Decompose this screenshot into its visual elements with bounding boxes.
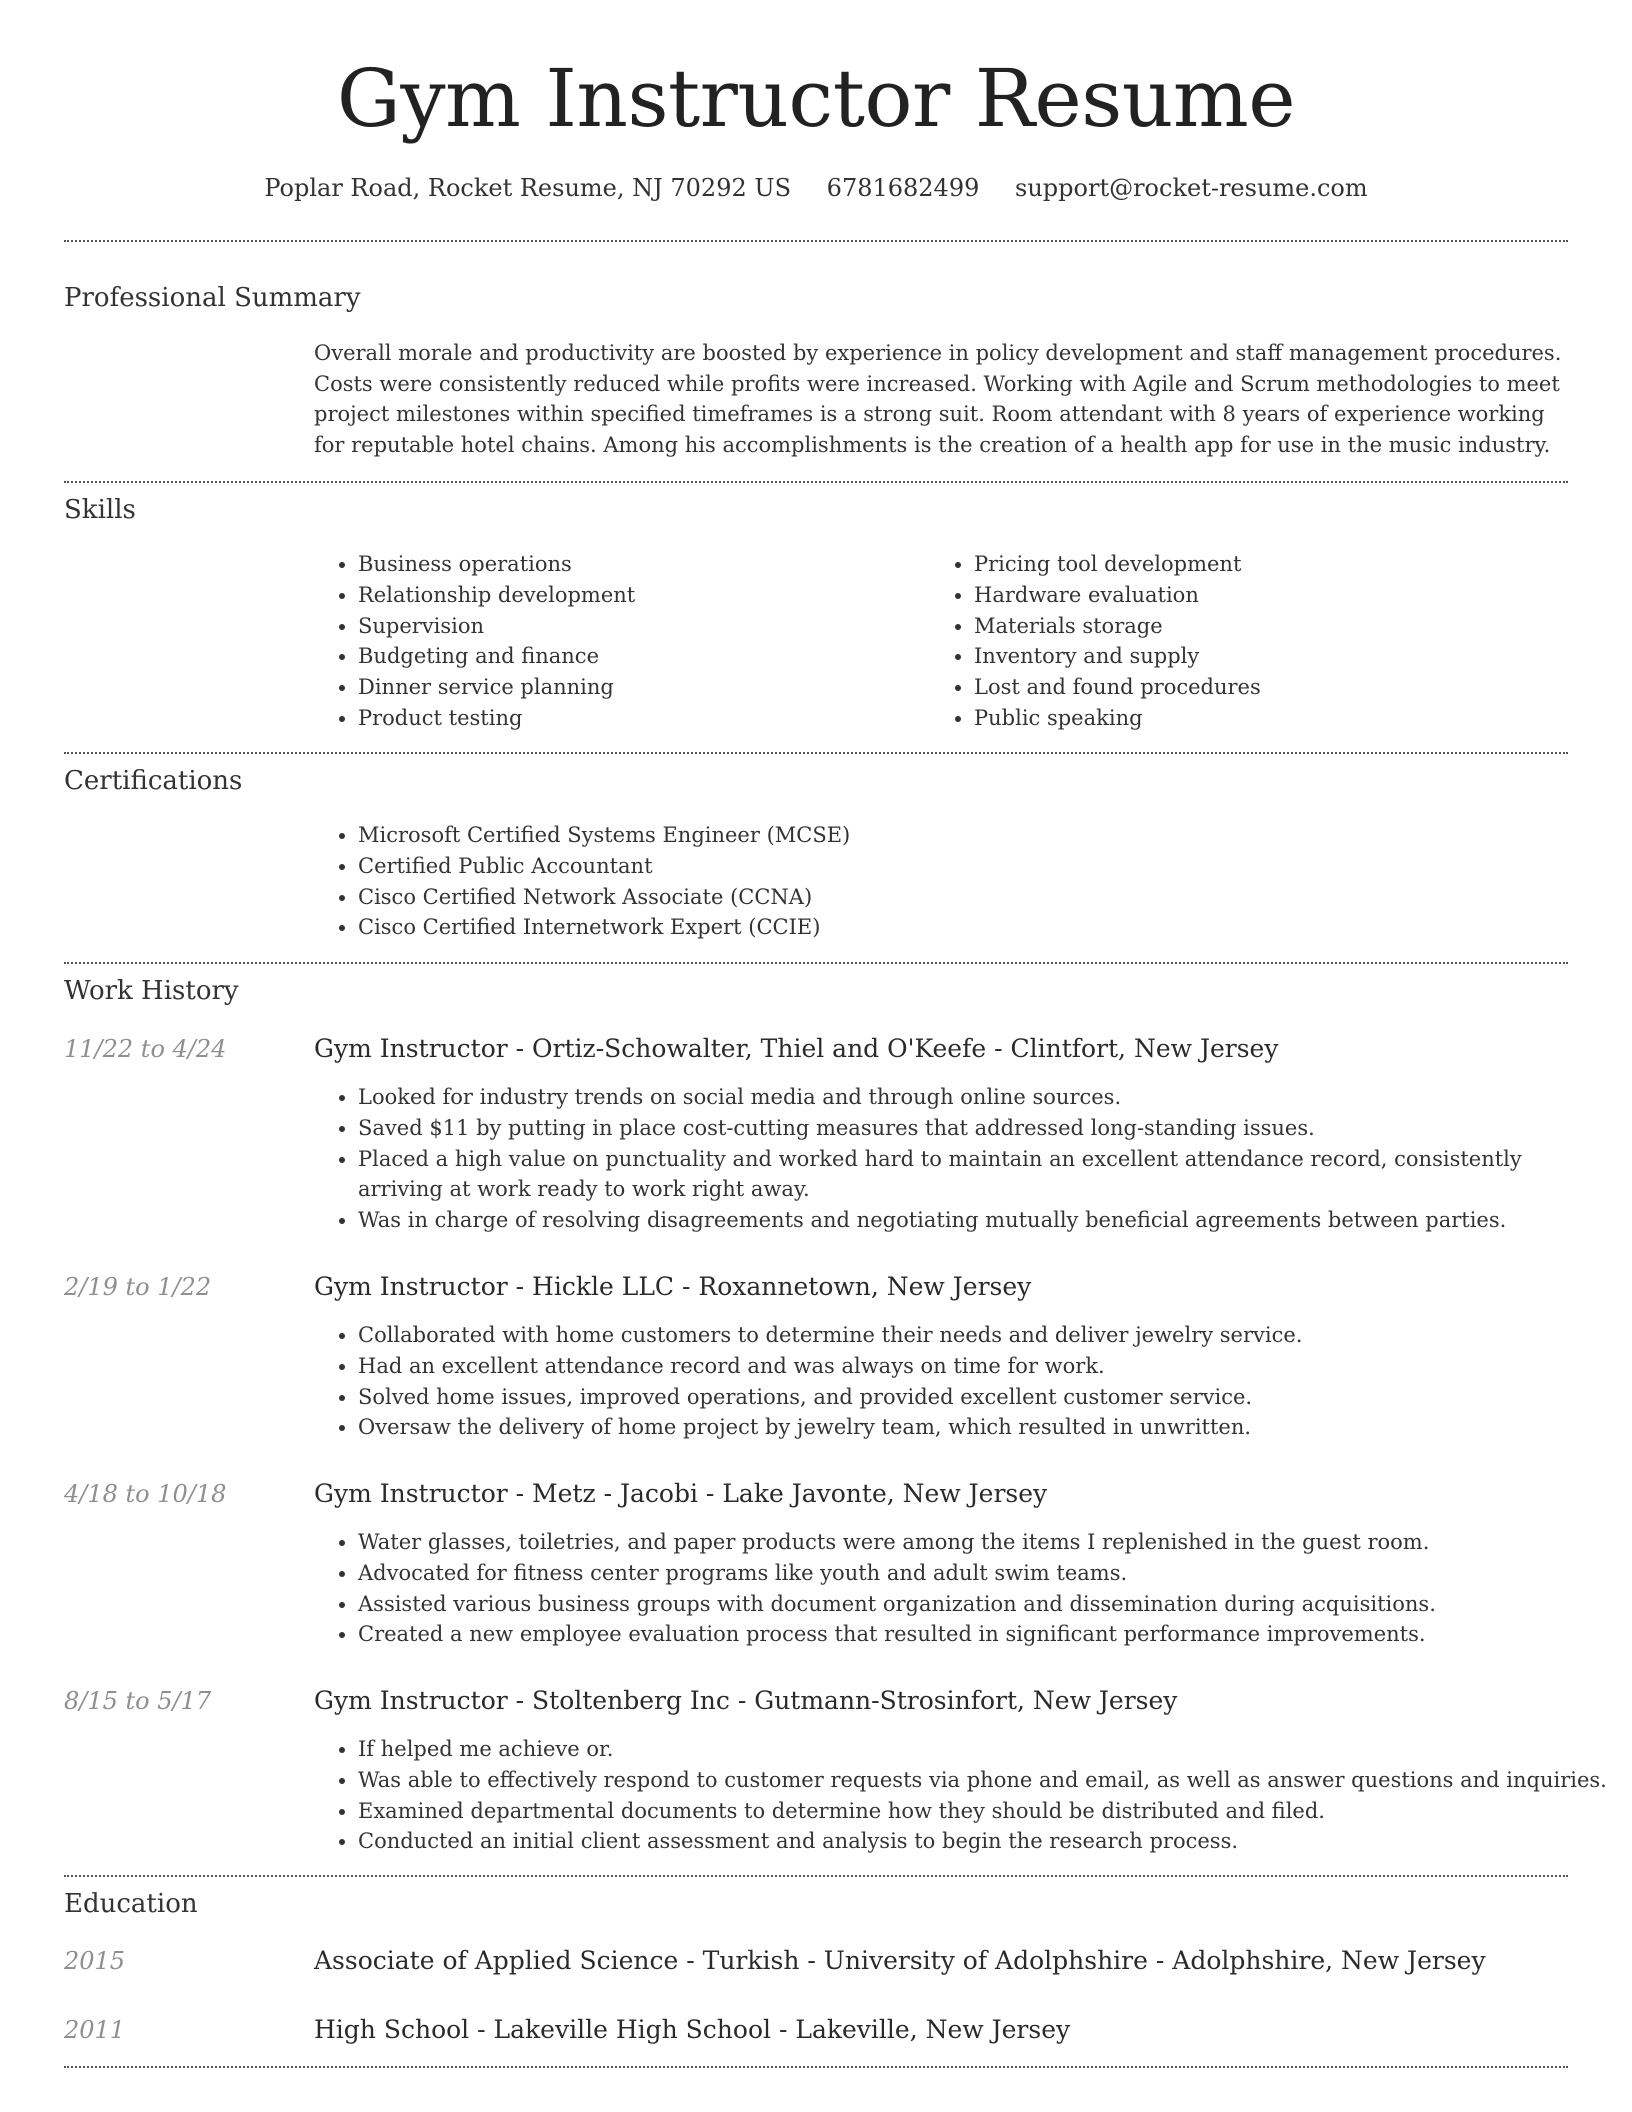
divider bbox=[64, 2066, 1568, 2068]
list-item: • Oversaw the delivery of home project by jewelry team, which resulted in unwritten. bbox=[358, 1412, 1608, 1443]
list-item: • Public speaking bbox=[974, 703, 1574, 734]
skills-list-left bbox=[314, 549, 918, 734]
list-item: • Collaborated with home customers to determine their needs and deliver jewelry service. bbox=[358, 1320, 1608, 1351]
job-dates: 2/19 to 1/22 bbox=[64, 1273, 212, 1301]
list-item: • Had an excellent attendance record and was always on time for work. bbox=[358, 1351, 1608, 1382]
list-item: • Microsoft Certified Systems Engineer (MCSE) bbox=[358, 820, 1558, 851]
education-school: - Lakeville High School - Lakeville, New Jersey bbox=[469, 2015, 1071, 2044]
list-item: • Looked for industry trends on social media and through online sources. bbox=[358, 1082, 1608, 1113]
list-item: • Conducted an initial client assessment and analysis to begin the research process. bbox=[358, 1826, 1608, 1857]
education-school: - University of Adolphshire - Adolphshire, New Jersey bbox=[799, 1946, 1486, 1975]
list-item: • Saved $11 by putting in place cost-cutting measures that addressed long-standing issues. bbox=[358, 1113, 1608, 1144]
divider bbox=[64, 1875, 1568, 1877]
job-title: Gym Instructor - Metz - Jacobi - Lake Javonte, New Jersey bbox=[314, 1479, 1048, 1508]
education-degree: Associate of Applied Science - Turkish bbox=[314, 1946, 800, 1975]
list-item: • If helped me achieve or. bbox=[358, 1734, 1608, 1765]
skills-list-right bbox=[930, 549, 1574, 734]
summary-text: Overall morale and productivity are boosted by experience in policy development and staff management procedures. Costs were consistently reduced while profits were increased. Working with Agile and Scrum methodologies to meet project milestones within specified timeframes is a strong suit. Room attendant with 8 years of experience working for reputable hotel chains. Among his accomplishments is the creation of a health app for use in the music industry. bbox=[314, 341, 1562, 457]
job-bullets bbox=[314, 1082, 1608, 1236]
list-item: • Was in charge of resolving disagreements and negotiating mutually beneficial agreements between parties. bbox=[358, 1205, 1608, 1236]
job-bullets bbox=[314, 1527, 1608, 1650]
education-entry bbox=[314, 2013, 1070, 2047]
contact-phone: 6781682499 bbox=[826, 174, 980, 202]
education-year: 2015 bbox=[64, 1947, 126, 1975]
list-item: • Advocated for fitness center programs like youth and adult swim teams. bbox=[358, 1558, 1608, 1589]
list-item: • Water glasses, toiletries, and paper products were among the items I replenished in the guest room. bbox=[358, 1527, 1608, 1558]
education-entry bbox=[314, 1944, 1486, 1978]
contact-email[interactable]: support@rocket-resume.com bbox=[1015, 174, 1368, 202]
job-bullets bbox=[314, 1734, 1608, 1857]
list-item: • Supervision bbox=[358, 611, 918, 642]
resume-title: Gym Instructor Resume bbox=[336, 52, 1296, 145]
contact-line bbox=[0, 170, 1632, 206]
list-item: • Assisted various business groups with document organization and dissemination during acquisitions. bbox=[358, 1589, 1608, 1620]
job-title: Gym Instructor - Stoltenberg Inc - Gutmann-Strosinfort, New Jersey bbox=[314, 1686, 1178, 1715]
list-item: • Solved home issues, improved operations, and provided excellent customer service. bbox=[358, 1382, 1608, 1413]
divider bbox=[64, 240, 1568, 242]
contact-address: Poplar Road, Rocket Resume, NJ 70292 US bbox=[264, 174, 792, 202]
list-item: • Created a new employee evaluation process that resulted in significant performance improvements. bbox=[358, 1619, 1608, 1650]
list-item: • Was able to effectively respond to customer requests via phone and email, as well as answer questions and inquiries. bbox=[358, 1765, 1608, 1796]
list-item: • Cisco Certified Internetwork Expert (CCIE) bbox=[358, 912, 1558, 943]
section-title-work-history: Work History bbox=[64, 976, 239, 1006]
job-dates: 11/22 to 4/24 bbox=[64, 1035, 227, 1063]
list-item: • Business operations bbox=[358, 549, 918, 580]
job-dates: 4/18 to 10/18 bbox=[64, 1480, 227, 1508]
list-item: • Pricing tool development bbox=[974, 549, 1574, 580]
divider bbox=[64, 962, 1568, 964]
list-item: • Placed a high value on punctuality and worked hard to maintain an excellent attendance record, consistently arriving at work ready to work right away. bbox=[358, 1144, 1608, 1206]
list-item: • Certified Public Accountant bbox=[358, 851, 1558, 882]
list-item: • Product testing bbox=[358, 703, 918, 734]
job-title: Gym Instructor - Hickle LLC - Roxannetown, New Jersey bbox=[314, 1272, 1032, 1301]
section-title-certifications: Certifications bbox=[64, 766, 243, 796]
list-item: • Inventory and supply bbox=[974, 641, 1574, 672]
job-title: Gym Instructor - Ortiz-Schowalter, Thiel and O'Keefe - Clintfort, New Jersey bbox=[314, 1034, 1279, 1063]
list-item: • Cisco Certified Network Associate (CCNA) bbox=[358, 882, 1558, 913]
list-item: • Hardware evaluation bbox=[974, 580, 1574, 611]
divider bbox=[64, 752, 1568, 754]
list-item: • Lost and found procedures bbox=[974, 672, 1574, 703]
section-title-skills: Skills bbox=[64, 495, 136, 525]
certifications-list bbox=[314, 820, 1558, 943]
list-item: • Relationship development bbox=[358, 580, 918, 611]
divider bbox=[64, 481, 1568, 483]
education-year: 2011 bbox=[64, 2016, 126, 2044]
job-bullets bbox=[314, 1320, 1608, 1443]
list-item: • Dinner service planning bbox=[358, 672, 918, 703]
education-degree: High School bbox=[314, 2015, 470, 2044]
list-item: • Examined departmental documents to determine how they should be distributed and filed. bbox=[358, 1796, 1608, 1827]
list-item: • Materials storage bbox=[974, 611, 1574, 642]
section-title-education: Education bbox=[64, 1889, 198, 1919]
section-title-summary: Professional Summary bbox=[64, 283, 361, 313]
job-dates: 8/15 to 5/17 bbox=[64, 1687, 212, 1715]
list-item: • Budgeting and finance bbox=[358, 641, 918, 672]
